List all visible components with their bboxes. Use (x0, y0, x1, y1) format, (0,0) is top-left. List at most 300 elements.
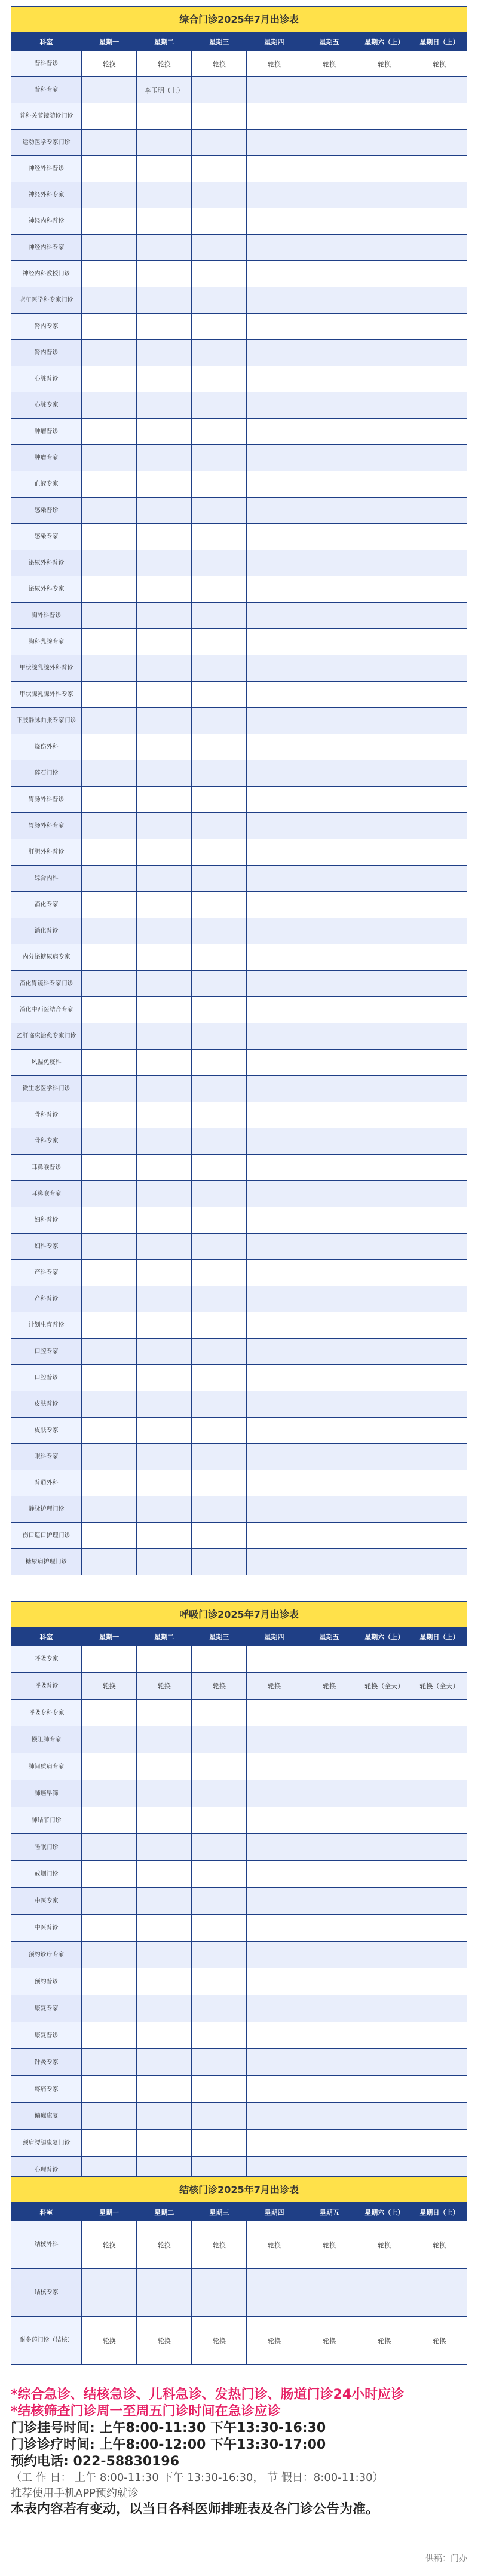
schedule-cell (357, 760, 412, 787)
schedule-cell (82, 2130, 137, 2157)
column-header: 星期五 (302, 33, 357, 51)
schedule-cell (137, 1834, 192, 1861)
schedule-cell (412, 340, 467, 366)
schedule-cell (137, 130, 192, 156)
schedule-cell (82, 1207, 137, 1234)
schedule-cell (412, 2076, 467, 2103)
schedule-cell (247, 1050, 302, 1076)
schedule-cell (192, 1834, 247, 1861)
table-row (11, 419, 467, 445)
department-name: 老年医学科专家门诊 (11, 287, 82, 314)
column-header: 星期六（上） (357, 1628, 412, 1646)
schedule-cell: 轮换 (357, 2317, 412, 2365)
schedule-cell (357, 1391, 412, 1418)
schedule-cell (192, 1181, 247, 1207)
tuberculosis-clinic-table (11, 2203, 467, 2365)
schedule-cell (302, 2022, 357, 2049)
department-name: 呼吸普诊 (11, 1673, 82, 1700)
schedule-cell (137, 787, 192, 813)
schedule-cell (247, 787, 302, 813)
department-name: 消化胃镜科专家门诊 (11, 971, 82, 997)
schedule-cell (412, 1155, 467, 1181)
schedule-cell (82, 629, 137, 655)
schedule-cell (192, 603, 247, 629)
schedule-cell (247, 1339, 302, 1365)
schedule-cell (412, 1523, 467, 1549)
schedule-cell (302, 1076, 357, 1102)
schedule-cell (137, 1807, 192, 1834)
schedule-cell (302, 1807, 357, 1834)
schedule-cell (137, 1339, 192, 1365)
schedule-cell (192, 1861, 247, 1888)
table-row (11, 1780, 467, 1807)
schedule-cell (247, 1942, 302, 1968)
tuberculosis-clinic-title: 结核门诊2025年7月出诊表 (11, 2176, 467, 2203)
schedule-cell (357, 682, 412, 708)
schedule-cell (192, 1995, 247, 2022)
column-header: 星期一 (82, 33, 137, 51)
schedule-cell (302, 1942, 357, 1968)
schedule-cell (137, 392, 192, 419)
schedule-cell: 轮换 (82, 51, 137, 77)
department-name: 心理普诊 (11, 2157, 82, 2184)
column-header: 星期日（上） (412, 2203, 467, 2221)
schedule-cell (302, 103, 357, 130)
schedule-cell (412, 603, 467, 629)
schedule-cell (357, 445, 412, 471)
department-name: 计划生育普诊 (11, 1312, 82, 1339)
schedule-cell (302, 971, 357, 997)
source-credit: 供稿：门办 (425, 2554, 467, 2563)
table-row (11, 839, 467, 866)
column-header: 星期二 (137, 2203, 192, 2221)
schedule-cell (82, 1646, 137, 1673)
table-row (11, 1726, 467, 1753)
department-name: 肝胆外科普诊 (11, 839, 82, 866)
table-row (11, 682, 467, 708)
schedule-cell: 轮换 (302, 51, 357, 77)
schedule-cell (82, 1023, 137, 1050)
department-name: 预约普诊 (11, 1968, 82, 1995)
table-row (11, 103, 467, 130)
schedule-cell (357, 944, 412, 971)
schedule-cell (357, 1807, 412, 1834)
schedule-cell (302, 130, 357, 156)
column-header: 星期日（上） (412, 33, 467, 51)
schedule-cell (302, 603, 357, 629)
column-header: 科室 (11, 33, 82, 51)
schedule-cell (137, 1753, 192, 1780)
schedule-cell (357, 261, 412, 287)
table-row (11, 1700, 467, 1726)
department-name: 妇科普诊 (11, 1207, 82, 1234)
schedule-cell (357, 1549, 412, 1575)
schedule-cell (302, 1861, 357, 1888)
emergency-note: *综合急诊、结核急诊、儿科急诊、发热门诊、肠道门诊24小时应诊 (11, 2387, 405, 2402)
schedule-cell (82, 1339, 137, 1365)
schedule-cell (412, 392, 467, 419)
schedule-cell (357, 787, 412, 813)
schedule-cell: 轮换 (357, 2221, 412, 2269)
schedule-cell (82, 1726, 137, 1753)
schedule-cell (247, 1888, 302, 1915)
department-name: 口腔专家 (11, 1339, 82, 1365)
schedule-cell (412, 1995, 467, 2022)
schedule-cell (82, 866, 137, 892)
schedule-cell: 轮换 (302, 1673, 357, 1700)
department-name: 肾内专家 (11, 314, 82, 340)
schedule-cell (357, 2049, 412, 2076)
schedule-cell (82, 1549, 137, 1575)
schedule-cell: 轮换 (192, 2317, 247, 2365)
schedule-cell (137, 156, 192, 182)
schedule-cell: 轮换 (137, 2221, 192, 2269)
schedule-cell (82, 2076, 137, 2103)
schedule-cell (247, 524, 302, 550)
schedule-cell (247, 2049, 302, 2076)
schedule-cell (412, 524, 467, 550)
schedule-cell (357, 1207, 412, 1234)
table-row (11, 314, 467, 340)
schedule-cell (82, 1312, 137, 1339)
schedule-cell (412, 1365, 467, 1391)
department-name: 血液专家 (11, 471, 82, 498)
schedule-cell (357, 1861, 412, 1888)
schedule-cell (137, 1700, 192, 1726)
schedule-cell (302, 2130, 357, 2157)
schedule-cell (82, 576, 137, 603)
schedule-cell (82, 392, 137, 419)
department-name: 感染普诊 (11, 498, 82, 524)
schedule-cell (412, 2269, 467, 2317)
department-name: 结核外科 (11, 2221, 82, 2269)
column-header: 星期二 (137, 33, 192, 51)
schedule-cell (412, 1780, 467, 1807)
department-name: 运动医学专家门诊 (11, 130, 82, 156)
schedule-cell (192, 1312, 247, 1339)
schedule-cell (357, 629, 412, 655)
schedule-cell (357, 892, 412, 918)
schedule-cell (137, 1076, 192, 1102)
schedule-cell (302, 839, 357, 866)
schedule-cell (357, 918, 412, 944)
schedule-cell (302, 629, 357, 655)
schedule-cell (412, 1888, 467, 1915)
schedule-cell (302, 1339, 357, 1365)
schedule-cell (247, 1807, 302, 1834)
schedule-cell (247, 103, 302, 130)
schedule-cell (412, 1753, 467, 1780)
department-name: 中医普诊 (11, 1915, 82, 1942)
schedule-cell (302, 2103, 357, 2130)
schedule-cell (82, 760, 137, 787)
table-row (11, 971, 467, 997)
schedule-cell (192, 1444, 247, 1470)
department-name: 胸科乳腺专家 (11, 629, 82, 655)
schedule-cell (412, 997, 467, 1023)
schedule-cell (412, 1646, 467, 1673)
schedule-cell (357, 1942, 412, 1968)
table-row (11, 1523, 467, 1549)
appointment-phone (11, 2454, 467, 2470)
schedule-cell: 轮换 (302, 2317, 357, 2365)
table-row (11, 708, 467, 734)
schedule-cell (412, 1312, 467, 1339)
table-row (11, 1549, 467, 1575)
schedule-cell (137, 1207, 192, 1234)
schedule-cell (357, 1496, 412, 1523)
schedule-cell (302, 1391, 357, 1418)
schedule-cell (302, 287, 357, 314)
department-name: 静脉护理门诊 (11, 1496, 82, 1523)
schedule-cell (137, 2022, 192, 2049)
schedule-cell (247, 1102, 302, 1128)
department-name: 肺癌早筛 (11, 1780, 82, 1807)
app-recommendation: 推荐使用手机APP预约就诊 (11, 2487, 139, 2500)
column-header: 星期四 (247, 2203, 302, 2221)
schedule-cell (247, 235, 302, 261)
schedule-cell (82, 1076, 137, 1102)
schedule-cell (192, 1365, 247, 1391)
schedule-cell (357, 2022, 412, 2049)
table-row (11, 892, 467, 918)
schedule-cell (412, 314, 467, 340)
schedule-cell (412, 1942, 467, 1968)
schedule-cell (412, 1076, 467, 1102)
schedule-cell (192, 1726, 247, 1753)
table-row (11, 997, 467, 1023)
schedule-cell (357, 971, 412, 997)
table-row (11, 1050, 467, 1076)
schedule-cell (412, 2130, 467, 2157)
schedule-cell (137, 866, 192, 892)
schedule-cell (302, 760, 357, 787)
schedule-cell (357, 1155, 412, 1181)
schedule-cell (82, 550, 137, 576)
schedule-cell (137, 1155, 192, 1181)
schedule-cell (247, 708, 302, 734)
schedule-cell (357, 1365, 412, 1391)
schedule-cell (357, 1076, 412, 1102)
department-name: 针灸专家 (11, 2049, 82, 2076)
column-header: 星期一 (82, 1628, 137, 1646)
column-header: 星期二 (137, 1628, 192, 1646)
schedule-cell (192, 498, 247, 524)
schedule-cell (192, 1207, 247, 1234)
schedule-cell (82, 1700, 137, 1726)
department-name: 皮肤普诊 (11, 1391, 82, 1418)
table-row (11, 1365, 467, 1391)
table-row (11, 287, 467, 314)
schedule-cell (302, 1181, 357, 1207)
schedule-cell (302, 1995, 357, 2022)
department-name: 肺间质病专家 (11, 1753, 82, 1780)
schedule-cell (412, 1023, 467, 1050)
schedule-cell (137, 1496, 192, 1523)
schedule-cell: 轮换 (82, 2317, 137, 2365)
schedule-cell (357, 1128, 412, 1155)
schedule-cell (137, 445, 192, 471)
schedule-cell (412, 1418, 467, 1444)
schedule-cell (302, 1155, 357, 1181)
schedule-cell: 轮换 (247, 51, 302, 77)
schedule-cell (302, 1207, 357, 1234)
department-name: 泌尿外科普诊 (11, 550, 82, 576)
schedule-cell (247, 1128, 302, 1155)
department-name: 中医专家 (11, 1888, 82, 1915)
schedule-cell (302, 208, 357, 235)
department-name: 普科关节镜随诊门诊 (11, 103, 82, 130)
schedule-cell (357, 103, 412, 130)
table-row (11, 2317, 467, 2365)
schedule-cell (247, 550, 302, 576)
schedule-cell (192, 1391, 247, 1418)
department-name: 口腔普诊 (11, 1365, 82, 1391)
schedule-cell (82, 1888, 137, 1915)
schedule-cell (302, 1700, 357, 1726)
schedule-cell (412, 208, 467, 235)
schedule-cell (302, 1023, 357, 1050)
schedule-cell (302, 1365, 357, 1391)
schedule-cell (412, 1700, 467, 1726)
schedule-cell (357, 1418, 412, 1444)
schedule-cell (82, 1753, 137, 1780)
schedule-cell (192, 471, 247, 498)
schedule-cell: 轮换 (192, 1673, 247, 1700)
schedule-cell (412, 760, 467, 787)
schedule-cell (137, 1646, 192, 1673)
table-row (11, 1888, 467, 1915)
schedule-cell (82, 2269, 137, 2317)
schedule-cell (192, 1023, 247, 1050)
schedule-cell (247, 1549, 302, 1575)
schedule-cell (302, 708, 357, 734)
schedule-cell (82, 77, 137, 103)
table-row (11, 1155, 467, 1181)
table-row (11, 182, 467, 208)
department-name: 风湿免疫科 (11, 1050, 82, 1076)
table-row (11, 813, 467, 839)
schedule-cell (192, 156, 247, 182)
schedule-cell (247, 892, 302, 918)
table-row (11, 392, 467, 419)
comprehensive-clinic-table (11, 32, 467, 1575)
schedule-cell (302, 1496, 357, 1523)
table-row (11, 1673, 467, 1700)
department-name: 普通外科 (11, 1470, 82, 1496)
schedule-cell (137, 1968, 192, 1995)
schedule-cell (137, 208, 192, 235)
department-name: 普科普诊 (11, 51, 82, 77)
table-row (11, 445, 467, 471)
schedule-cell (192, 734, 247, 760)
schedule-cell (82, 524, 137, 550)
schedule-cell (412, 1444, 467, 1470)
table-row (11, 1444, 467, 1470)
schedule-cell (192, 1888, 247, 1915)
schedule-cell (247, 1753, 302, 1780)
table-row (11, 1234, 467, 1260)
schedule-cell (247, 1312, 302, 1339)
schedule-cell: 轮换 (137, 1673, 192, 1700)
comprehensive-clinic-section (11, 6, 467, 1575)
schedule-cell (357, 550, 412, 576)
schedule-cell (192, 2269, 247, 2317)
schedule-cell (82, 366, 137, 392)
schedule-cell (192, 1470, 247, 1496)
table-row (11, 1834, 467, 1861)
schedule-cell (412, 1968, 467, 1995)
department-name: 心脏普诊 (11, 366, 82, 392)
table-row (11, 498, 467, 524)
department-name: 神经内科专家 (11, 235, 82, 261)
schedule-cell (137, 603, 192, 629)
schedule-cell (137, 655, 192, 682)
department-name: 碎石门诊 (11, 760, 82, 787)
schedule-cell (192, 2022, 247, 2049)
schedule-cell (412, 1286, 467, 1312)
schedule-cell (302, 997, 357, 1023)
schedule-cell (357, 1050, 412, 1076)
schedule-cell (302, 1753, 357, 1780)
schedule-cell (82, 918, 137, 944)
schedule-cell (412, 1339, 467, 1365)
schedule-cell (247, 576, 302, 603)
schedule-cell (357, 708, 412, 734)
table-row (11, 77, 467, 103)
schedule-cell (137, 1234, 192, 1260)
schedule-cell (137, 813, 192, 839)
schedule-cell (302, 1050, 357, 1076)
schedule-cell (412, 1234, 467, 1260)
schedule-cell (137, 629, 192, 655)
schedule-cell (192, 1234, 247, 1260)
schedule-cell (357, 130, 412, 156)
table-row (11, 1942, 467, 1968)
schedule-cell (137, 261, 192, 287)
schedule-cell (247, 839, 302, 866)
schedule-cell (357, 997, 412, 1023)
schedule-cell (137, 1726, 192, 1753)
schedule-cell (302, 392, 357, 419)
registration-label: 门诊挂号时间: (11, 2421, 95, 2436)
schedule-cell (412, 419, 467, 445)
schedule-cell (412, 1050, 467, 1076)
department-name: 肿瘤专家 (11, 445, 82, 471)
schedule-cell (82, 235, 137, 261)
schedule-cell (412, 944, 467, 971)
comprehensive-clinic-title: 综合门诊2025年7月出诊表 (11, 6, 467, 32)
schedule-cell (137, 103, 192, 130)
schedule-cell (302, 1234, 357, 1260)
department-name: 骨科专家 (11, 1128, 82, 1155)
department-name: 烧伤外科 (11, 734, 82, 760)
schedule-cell (247, 392, 302, 419)
schedule-cell (412, 787, 467, 813)
schedule-cell (82, 997, 137, 1023)
schedule-cell: 轮换 (82, 2221, 137, 2269)
schedule-cell (247, 419, 302, 445)
schedule-cell (247, 1365, 302, 1391)
schedule-cell (302, 471, 357, 498)
schedule-cell (137, 1942, 192, 1968)
schedule-cell (412, 971, 467, 997)
department-name: 内分泌糖尿病专家 (11, 944, 82, 971)
table-row (11, 1076, 467, 1102)
schedule-cell (247, 261, 302, 287)
schedule-cell (302, 944, 357, 971)
phone-value[interactable]: 022-58830196 (73, 2454, 179, 2469)
